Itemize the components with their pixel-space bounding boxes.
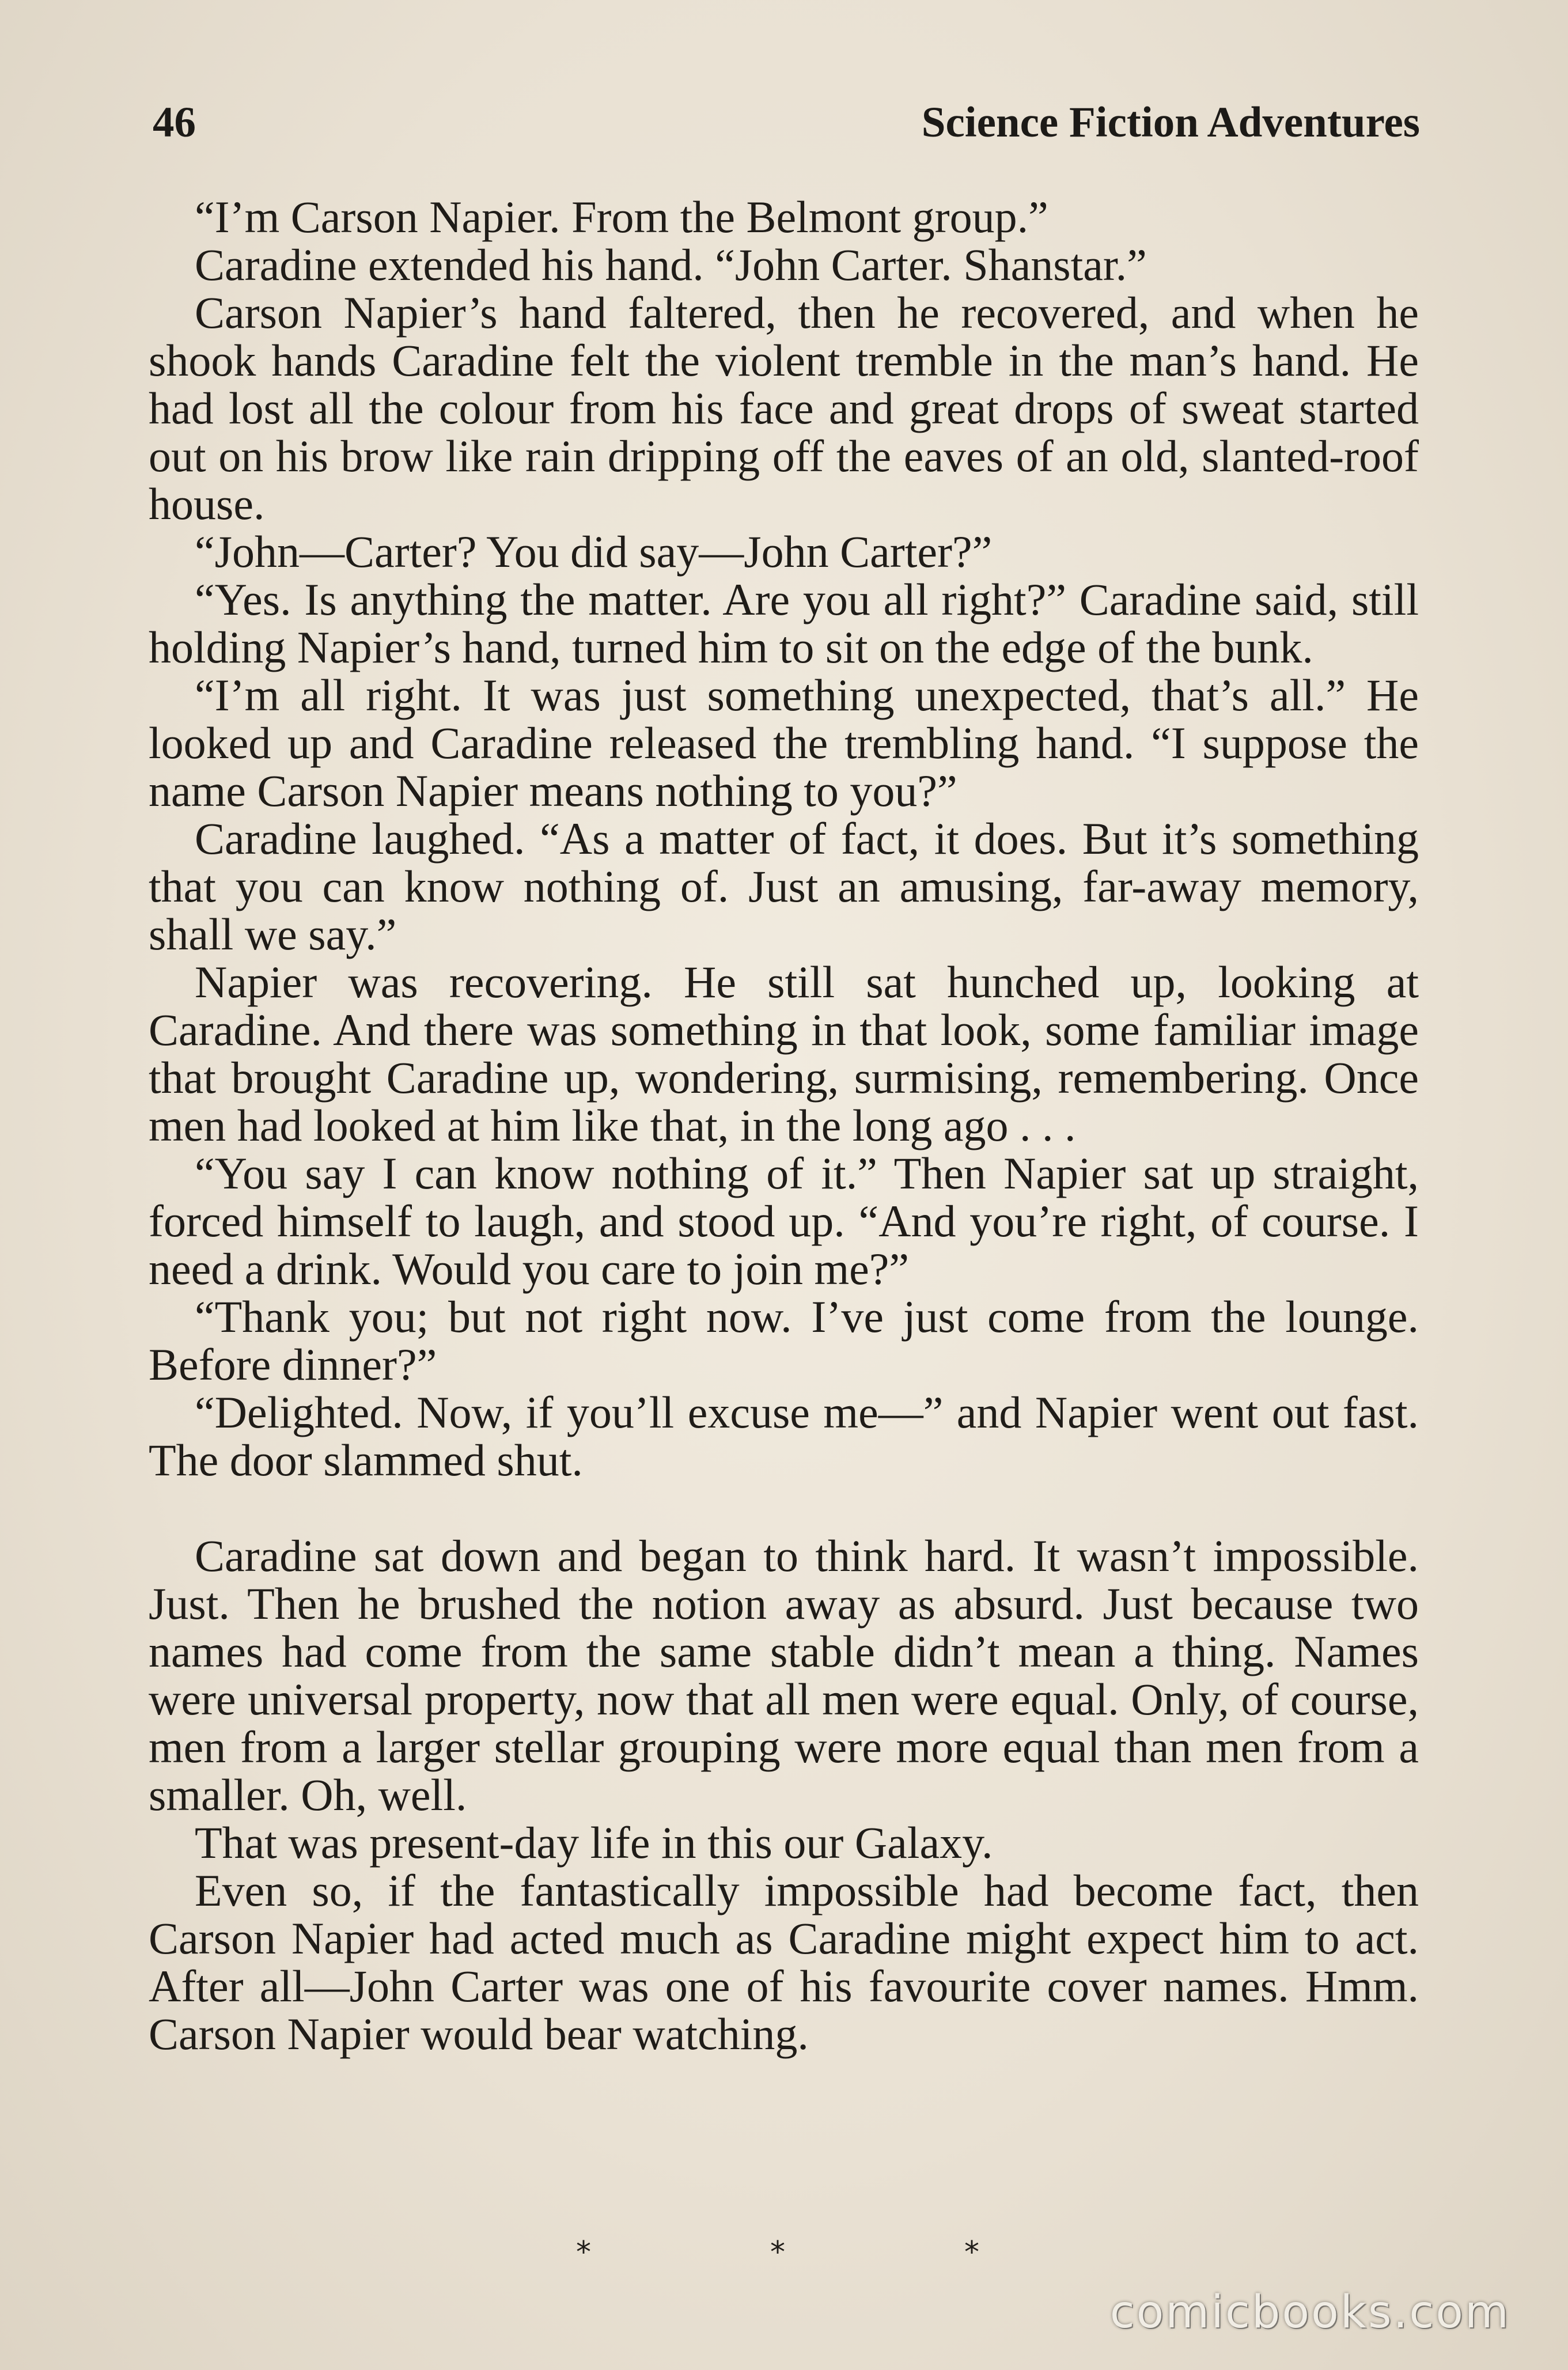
paragraph: “Yes. Is anything the matter. Are you all right?” Caradine said, still holding Napier’s hand, turned him to sit on the edge of the bunk. — [149, 574, 1419, 672]
section-break — [149, 1484, 1419, 1532]
separator-asterisk: * — [964, 2235, 979, 2270]
story-text — [149, 193, 1419, 2058]
page-number: 46 — [153, 99, 196, 146]
paragraph: “Thank you; but not right now. I’ve just come from the lounge. Before dinner?” — [149, 1292, 1419, 1390]
paragraph: Caradine laughed. “As a matter of fact, it does. But it’s something that you can know nothing of. Just an amusing, far-away memory, shall we say.” — [149, 813, 1419, 959]
paragraph: “I’m all right. It was just something unexpected, that’s all.” He looked up and Caradine released the trembling hand. “I suppose the name Carson Napier means nothing to you?” — [149, 670, 1419, 816]
paragraph: “John—Carter? You did say—John Carter?” — [195, 527, 993, 577]
separator-asterisk: * — [770, 2235, 785, 2270]
scene-separator — [576, 2235, 979, 2270]
paragraph: “Delighted. Now, if you’ll excuse me—” and Napier went out fast. The door slammed shut. — [149, 1387, 1419, 1485]
paragraph: “You say I can know nothing of it.” Then Napier sat up straight, forced himself to laugh, and stood up. “And you’re right, of course. I need a drink. Would you care to join me?” — [149, 1148, 1419, 1294]
paragraph: Caradine extended his hand. “John Carter. Shanstar.” — [195, 240, 1147, 290]
paragraph: Even so, if the fantastically impossible had become fact, then Carson Napier had acted much as Caradine might expect him to act. After all—John Carter was one of his favourite cover names. Hmm. Carson Napier would bear watching. — [149, 1865, 1419, 2059]
paragraph: That was present-day life in this our Galaxy. — [195, 1818, 993, 1868]
running-title: Science Fiction Adventures — [921, 99, 1420, 146]
paragraph: “I’m Carson Napier. From the Belmont group.” — [195, 192, 1048, 242]
paragraph: Caradine sat down and began to think hard. It wasn’t impossible. Just. Then he brushed the notion away as absurd. Just because two names had come from the same stable didn’t mean a thing. Names were universal property, now that all men were equal. Only, of course, men from a larger stellar grouping were more equal than men from a smaller. Oh, well. — [149, 1531, 1419, 1820]
paragraph: Napier was recovering. He still sat hunched up, looking at Caradine. And there was something in that look, some familiar image that brought Caradine up, wondering, surmising, remembering. Once men had looked at him like that, in the long ago . . . — [149, 957, 1419, 1150]
paragraph: Carson Napier’s hand faltered, then he recovered, and when he shook hands Caradine felt the violent tremble in the man’s hand. He had lost all the colour from his face and great drops of sweat started out on his brow like rain dripping off the eaves of an old, slanted-roof house. — [149, 287, 1419, 529]
page-header — [153, 98, 1420, 161]
separator-asterisk: * — [576, 2235, 591, 2270]
watermark: comicbooks.com — [1109, 2286, 1510, 2338]
